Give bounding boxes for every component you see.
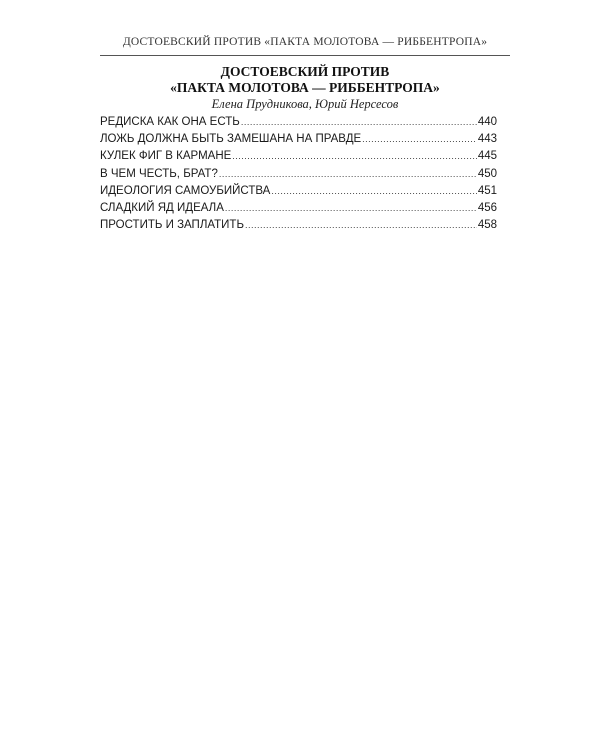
toc-entry-page: 456 <box>477 201 497 214</box>
toc-entry[interactable] <box>100 150 497 167</box>
toc-entry-title: В ЧЕМ ЧЕСТЬ, БРАТ? <box>100 167 218 180</box>
toc-entry-page: 451 <box>477 184 497 197</box>
toc-entry[interactable] <box>100 219 497 236</box>
toc-entry-page: 440 <box>477 116 497 128</box>
toc-entry-page: 445 <box>477 150 497 163</box>
running-header: ДОСТОЕВСКИЙ ПРОТИВ «ПАКТА МОЛОТОВА — РИББЕНТРОПА» <box>122 36 488 48</box>
header-rule <box>100 55 510 56</box>
toc-entry-title: СЛАДКИЙ ЯД ИДЕАЛА <box>100 201 224 214</box>
toc-entry-page: 458 <box>477 219 497 232</box>
toc-dot-leader <box>245 220 477 230</box>
toc-entry-title: ПРОСТИТЬ И ЗАПЛАТИТЬ <box>100 219 245 232</box>
toc-dot-leader <box>271 186 477 196</box>
toc-entry-title: ИДЕОЛОГИЯ САМОУБИЙСТВА <box>100 184 271 197</box>
toc-dot-leader <box>241 117 477 127</box>
toc-dot-leader <box>219 169 477 179</box>
toc-entry-title: КУЛЕК ФИГ В КАРМАНЕ <box>100 150 232 163</box>
table-of-contents <box>100 116 497 236</box>
toc-dot-leader <box>232 151 477 161</box>
section-authors: Елена Прудникова, Юрий Нерсесов <box>211 97 399 111</box>
toc-entry[interactable] <box>100 168 497 185</box>
toc-entry[interactable] <box>100 133 497 150</box>
toc-dot-leader <box>225 203 477 213</box>
toc-entry-page: 450 <box>477 167 497 180</box>
section-heading <box>100 64 510 112</box>
toc-entry-title: РЕДИСКА КАК ОНА ЕСТЬ <box>100 116 240 128</box>
section-title-line-1: ДОСТОЕВСКИЙ ПРОТИВ <box>220 64 390 79</box>
toc-entry-page: 443 <box>477 133 497 146</box>
toc-entry[interactable] <box>100 116 497 133</box>
toc-dot-leader <box>362 134 477 144</box>
toc-entry[interactable] <box>100 185 497 202</box>
toc-entry-title: ЛОЖЬ ДОЛЖНА БЫТЬ ЗАМЕШАНА НА ПРАВДЕ <box>100 133 362 146</box>
section-title-line-2: «ПАКТА МОЛОТОВА — РИББЕНТРОПА» <box>170 80 440 95</box>
toc-entry[interactable] <box>100 202 497 219</box>
